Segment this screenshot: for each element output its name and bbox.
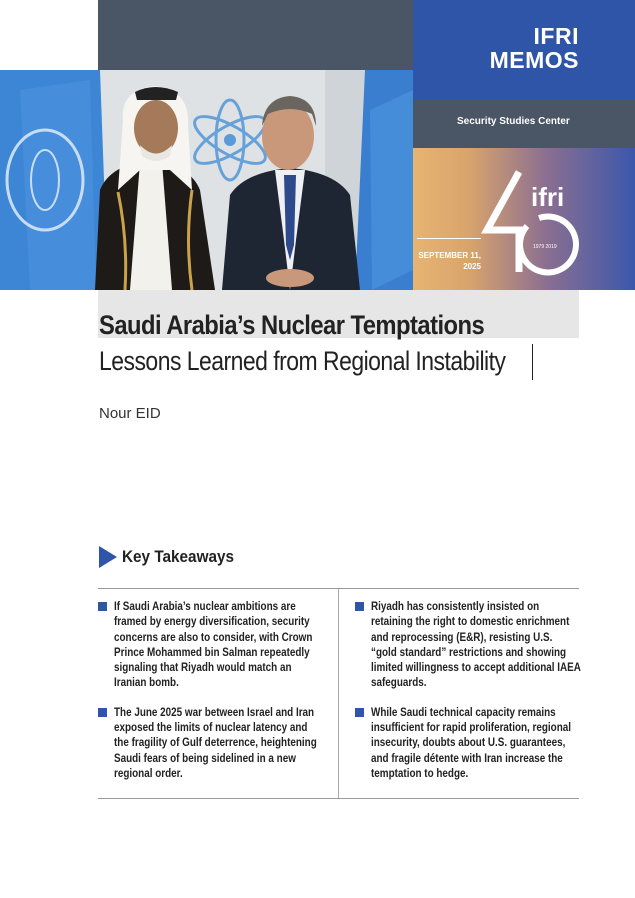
document-subtitle: Lessons Learned from Regional Instability xyxy=(99,346,506,376)
cover-photo xyxy=(0,70,413,290)
takeaway-item xyxy=(355,600,581,692)
header-slate-block xyxy=(98,0,413,70)
series-title-line1: IFRI xyxy=(533,23,579,49)
square-bullet-icon xyxy=(355,602,364,611)
square-bullet-icon xyxy=(98,708,107,717)
square-bullet-icon xyxy=(355,708,364,717)
anniversary-panel xyxy=(413,148,635,290)
date-rule xyxy=(417,238,481,239)
square-bullet-icon xyxy=(98,602,107,611)
anniversary-logo-icon xyxy=(481,168,581,278)
date-line2: 2025 xyxy=(463,262,481,271)
takeaway-text: Riyadh has consistently insisted on retaining the right to domestic enrichment and reprocessing (E&R), resisting U.S. “gold standard” restrictions and showing limited willingness to accept additional IAEA safeguards. xyxy=(371,601,581,690)
series-title-line2: MEMOS xyxy=(489,47,579,73)
takeaway-text: The June 2025 war between Israel and Iran exposed the limits of nuclear latency and the fragility of Gulf deterrence, heightening Saudi fears of being sidelined in a new regional order. xyxy=(114,706,317,780)
series-banner xyxy=(413,0,635,100)
takeaway-text: If Saudi Arabia’s nuclear ambitions are framed by energy diversification, security concerns are also to consider, with Crown Prince Mohammed bin Salman repeatedly signaling that Riyadh would match an Iranian bomb. xyxy=(114,601,313,690)
anniversary-text: ifri xyxy=(531,182,565,212)
series-title xyxy=(490,24,579,72)
takeaways-left-column xyxy=(98,600,324,796)
takeaway-item xyxy=(98,706,324,782)
text-cursor xyxy=(532,344,533,380)
center-label: Security Studies Center xyxy=(457,116,570,127)
takeaways-right-column xyxy=(355,600,581,796)
center-banner xyxy=(413,100,635,148)
takeaway-item xyxy=(355,706,581,782)
date-line1: SEPTEMBER 11, xyxy=(418,251,481,260)
section-rule-bottom xyxy=(98,798,579,799)
column-divider xyxy=(338,589,339,798)
play-arrow-icon xyxy=(99,546,117,568)
document-title: Saudi Arabia’s Nuclear Temptations xyxy=(99,310,485,340)
publication-date xyxy=(417,250,481,272)
cover-photo-illustration xyxy=(0,70,413,290)
key-takeaways-heading: Key Takeaways xyxy=(122,547,234,566)
anniversary-small: 1979 2019 xyxy=(533,244,557,250)
takeaway-item xyxy=(98,600,324,692)
author-name: Nour EID xyxy=(99,405,161,422)
takeaway-text: While Saudi technical capacity remains insufficient for rapid proliferation, regional insecurity, doubts about U.S. guarantees, and fragile détente with Iran increase the temptation to hedge. xyxy=(371,706,572,780)
